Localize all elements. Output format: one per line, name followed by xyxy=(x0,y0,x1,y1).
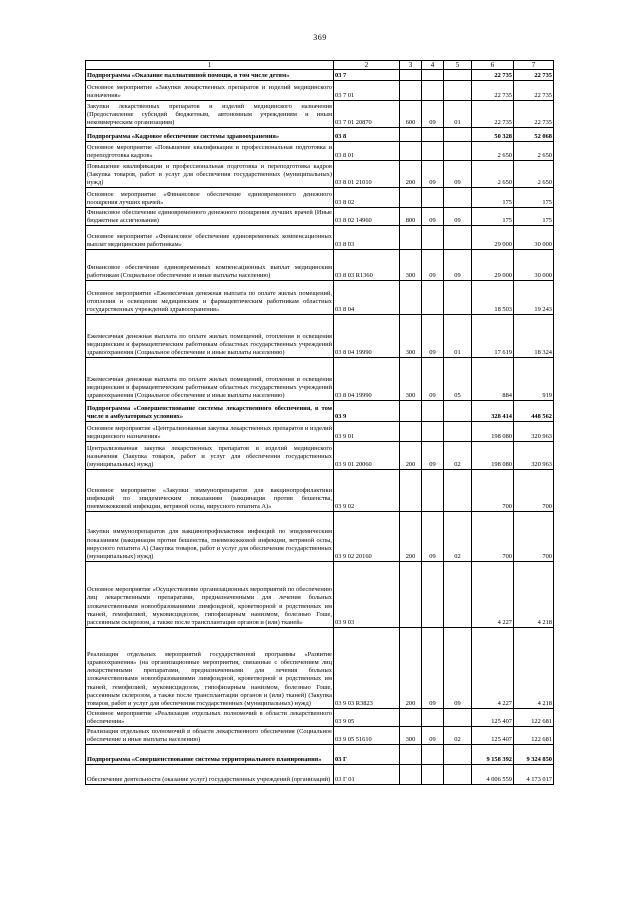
table-row xyxy=(86,628,554,709)
amount-year1-cell: 4 227 xyxy=(472,562,514,628)
subsection-cell: 09 xyxy=(444,628,472,709)
expense-type-cell: 800 xyxy=(400,208,422,226)
amount-year2-cell: 175 xyxy=(514,208,554,226)
subsection-cell: 02 xyxy=(444,512,472,562)
amount-year2-cell: 4 218 xyxy=(514,562,554,628)
amount-year1-cell: 9 158 392 xyxy=(472,745,514,765)
section-cell: 09 xyxy=(422,358,444,401)
item-name-cell: Основное мероприятие «Финансовое обеспечение единовременных компенсационных выплат медицинским работникам» xyxy=(86,226,334,250)
expense-type-cell xyxy=(400,470,422,512)
subsection-cell xyxy=(444,188,472,208)
subsection-cell xyxy=(444,401,472,422)
subsection-cell xyxy=(444,142,472,161)
expense-type-cell xyxy=(400,226,422,250)
column-header: 5 xyxy=(444,61,472,70)
amount-year2-cell: 18 324 xyxy=(514,315,554,358)
item-name-cell: Основное мероприятие «Закупки иммунопрепаратов для вакцинопрофилактики инфекций по эпидемическим показаниям (вакцинация против бешенства, пневмококковой инфекции, ветряной оспы, вирусного гепатита А)» xyxy=(86,470,334,512)
expense-type-cell xyxy=(400,188,422,208)
amount-year1-cell: 18 503 xyxy=(472,281,514,315)
budget-table xyxy=(85,60,554,785)
section-cell xyxy=(422,470,444,512)
section-cell xyxy=(422,281,444,315)
column-header: 6 xyxy=(472,61,514,70)
expense-type-cell: 200 xyxy=(400,161,422,188)
amount-year1-cell: 22 735 xyxy=(472,101,514,128)
amount-year1-cell: 2 650 xyxy=(472,142,514,161)
amount-year2-cell: 4 218 xyxy=(514,628,554,709)
table-row xyxy=(86,81,554,101)
subsection-cell xyxy=(444,745,472,765)
expense-type-cell: 300 xyxy=(400,315,422,358)
amount-year2-cell: 22 735 xyxy=(514,101,554,128)
section-cell xyxy=(422,70,444,81)
amount-year1-cell: 125 407 xyxy=(472,727,514,745)
target-code-cell: 03 9 01 20060 xyxy=(334,442,400,470)
target-code-cell: 03 8 04 xyxy=(334,281,400,315)
table-row xyxy=(86,512,554,562)
table-row xyxy=(86,226,554,250)
section-cell: 09 xyxy=(422,628,444,709)
page-number: 369 xyxy=(313,33,327,42)
amount-year2-cell: 30 000 xyxy=(514,250,554,281)
amount-year1-cell: 29 000 xyxy=(472,226,514,250)
table-row xyxy=(86,281,554,315)
item-name-cell: Финансовое обеспечение единовременного денежного поощрения лучших врачей (Иные бюджетные ассигнования) xyxy=(87,208,332,224)
table-row xyxy=(86,101,554,128)
target-code-cell: 03 8 xyxy=(334,128,400,142)
amount-year1-cell: 175 xyxy=(472,208,514,226)
section-cell: 09 xyxy=(422,208,444,226)
item-name-cell: Подпрограмма «Кадровое обеспечение системы здравоохранения» xyxy=(86,128,334,142)
amount-year1-cell: 17 619 xyxy=(472,315,514,358)
subsection-cell xyxy=(444,70,472,81)
amount-year1-cell: 29 000 xyxy=(472,250,514,281)
amount-year2-cell: 19 243 xyxy=(514,281,554,315)
expense-type-cell xyxy=(400,562,422,628)
section-cell xyxy=(422,422,444,442)
amount-year1-cell: 22 735 xyxy=(472,81,514,101)
expense-type-cell: 200 xyxy=(400,442,422,470)
target-code-cell: 03 9 02 20160 xyxy=(334,512,400,562)
target-code-cell: 03 8 03 xyxy=(334,226,400,250)
item-name-cell: Основное мероприятие «Повышение квалификации и профессиональная подготовка и переподготовка кадров» xyxy=(86,142,334,161)
item-name-cell: Подпрограмма «Совершенствование системы территориального планирования» xyxy=(86,745,334,765)
section-cell: 09 xyxy=(422,512,444,562)
section-cell: 09 xyxy=(422,250,444,281)
section-cell: 09 xyxy=(422,727,444,745)
subsection-cell xyxy=(444,128,472,142)
item-name-cell: Основное мероприятие «Реализация отдельных полномочий в области лекарственного обеспечения» xyxy=(87,709,332,725)
amount-year2-cell: 320 963 xyxy=(514,442,554,470)
target-code-cell: 03 8 01 21010 xyxy=(334,161,400,188)
expense-type-cell: 200 xyxy=(400,512,422,562)
table-body xyxy=(86,61,554,785)
item-name-cell: Обеспечение деятельности (оказание услуг) государственных учреждений (организаций) xyxy=(86,765,334,785)
amount-year2-cell: 700 xyxy=(514,512,554,562)
expense-type-cell xyxy=(400,81,422,101)
amount-year2-cell: 30 000 xyxy=(514,226,554,250)
amount-year2-cell: 919 xyxy=(514,358,554,401)
amount-year1-cell: 198 080 xyxy=(472,422,514,442)
column-header: 1 xyxy=(86,61,334,70)
section-cell xyxy=(422,81,444,101)
amount-year1-cell: 22 735 xyxy=(472,70,514,81)
amount-year1-cell: 328 414 xyxy=(472,401,514,422)
expense-type-cell xyxy=(400,765,422,785)
item-name-cell: Основное мероприятие «Ежемесячная денежная выплата по оплате жилых помещений, отопления и освещения медицинским и фармацевтическим работникам областных государственных учреждений здравоохранения» xyxy=(86,281,334,315)
table-row xyxy=(86,562,554,628)
item-name-cell: Реализация отдельных мероприятий государственной программы «Развитие здравоохранения» (на организационные мероприятия, связанные с обеспечением лиц лекарственными препаратами, предназначенными для лечения больных злокачественными новообразованиями лимфоидной, кроветворной и родственных им тканей, гемофилией, муковисцидозом, гипофизарным нанизмом, болезнью Гоше, рассеянным склерозом, а также после трансплантации органов и (или) тканей) (Закупка товаров, работ и услуг для обеспечения государственных (муниципальных) нужд) xyxy=(86,628,334,709)
subsection-cell xyxy=(444,281,472,315)
target-code-cell: 03 8 03 R1360 xyxy=(334,250,400,281)
amount-year1-cell: 700 xyxy=(472,470,514,512)
subsection-cell xyxy=(444,81,472,101)
target-code-cell: 03 8 02 14960 xyxy=(334,208,400,226)
expense-type-cell: 300 xyxy=(400,727,422,745)
table-row xyxy=(86,442,554,470)
expense-type-cell xyxy=(400,70,422,81)
table-row xyxy=(86,727,554,745)
subsection-cell xyxy=(444,562,472,628)
table-row xyxy=(86,422,554,442)
expense-type-cell xyxy=(400,128,422,142)
amount-year1-cell: 198 080 xyxy=(472,442,514,470)
section-cell xyxy=(422,765,444,785)
table-row xyxy=(86,250,554,281)
expense-type-cell xyxy=(400,401,422,422)
item-name-cell: Основное мероприятие «Централизованная закупка лекарственных препаратов и изделий медицинского назначения» xyxy=(86,422,334,442)
subprogram-row xyxy=(86,128,554,142)
target-code-cell: 03 9 xyxy=(334,401,400,422)
table-row xyxy=(86,765,554,785)
expense-type-cell xyxy=(400,745,422,765)
column-header: 7 xyxy=(514,61,554,70)
amount-year2-cell: 175 xyxy=(514,188,554,208)
amount-year2-cell: 122 681 xyxy=(514,709,554,727)
target-code-cell: 03 Г xyxy=(334,745,400,765)
table-row xyxy=(86,470,554,512)
amount-year2-cell: 52 068 xyxy=(514,128,554,142)
column-header: 2 xyxy=(334,61,400,70)
table-row xyxy=(86,188,554,208)
section-cell xyxy=(422,562,444,628)
target-code-cell: 03 7 01 xyxy=(334,81,400,101)
section-cell xyxy=(422,128,444,142)
expense-type-cell xyxy=(400,422,422,442)
target-code-cell: 03 8 02 xyxy=(334,188,400,208)
amount-year2-cell: 22 735 xyxy=(514,81,554,101)
section-cell xyxy=(422,188,444,208)
section-cell xyxy=(422,226,444,250)
expense-type-cell: 300 xyxy=(400,358,422,401)
item-name-cell: Ежемесячная денежная выплата по оплате жилых помещений, отопления и освещения медицинским и фармацевтическим работникам областных государственных учреждений здравоохранения (Социальное обеспечение и иные выплаты населению) xyxy=(86,315,334,358)
amount-year1-cell: 125 407 xyxy=(472,709,514,727)
subprogram-row xyxy=(86,70,554,81)
subprogram-row xyxy=(86,745,554,765)
subsection-cell xyxy=(444,422,472,442)
expense-type-cell: 300 xyxy=(400,250,422,281)
amount-year1-cell: 884 xyxy=(472,358,514,401)
subsection-cell xyxy=(444,470,472,512)
target-code-cell: 03 9 03 xyxy=(334,562,400,628)
expense-type-cell xyxy=(400,281,422,315)
table-row xyxy=(86,709,554,727)
amount-year1-cell: 700 xyxy=(472,512,514,562)
amount-year2-cell: 448 562 xyxy=(514,401,554,422)
column-header: 3 xyxy=(400,61,422,70)
item-name-cell: Реализация отдельных полномочий в области лекарственного обеспечения (Социальное обеспечение и иные выплаты населению) xyxy=(87,727,332,743)
amount-year2-cell: 9 324 850 xyxy=(514,745,554,765)
target-code-cell: 03 9 03 R3823 xyxy=(334,628,400,709)
item-name-cell: Основное мероприятие «Закупки лекарственных препаратов и изделий медицинского назначения» xyxy=(86,81,334,101)
section-cell xyxy=(422,709,444,727)
subsection-cell xyxy=(444,226,472,250)
item-name-cell: Основное мероприятие «Осуществление организационных мероприятий по обеспечению лиц лекарственными препаратами, предназначенными для лечения больных злокачественными новообразованиями лимфоидной, кроветворной и родственных им тканей, гемофилией, муковисцидозом, гипофизарным нанизмом, болезнью Гоше, рассеянным склерозом, а также после трансплантации органов и (или) тканей» xyxy=(86,562,334,628)
target-code-cell: 03 Г 01 xyxy=(334,765,400,785)
amount-year1-cell: 4 006 559 xyxy=(472,765,514,785)
expense-type-cell: 200 xyxy=(400,628,422,709)
subsection-cell: 09 xyxy=(444,208,472,226)
table-row xyxy=(86,142,554,161)
amount-year2-cell: 2 650 xyxy=(514,161,554,188)
target-code-cell: 03 8 04 19990 xyxy=(334,315,400,358)
subsection-cell: 09 xyxy=(444,250,472,281)
item-name-cell: Закупки лекарственных препаратов и изделий медицинского назначения (Предоставление субсидий бюджетным, автономным учреждениям и иным некоммерческим организациям) xyxy=(87,102,332,126)
table-row xyxy=(86,315,554,358)
target-code-cell: 03 9 02 xyxy=(334,470,400,512)
expense-type-cell xyxy=(400,709,422,727)
amount-year2-cell: 22 735 xyxy=(514,70,554,81)
subsection-cell: 01 xyxy=(444,315,472,358)
subsection-cell: 05 xyxy=(444,358,472,401)
section-cell: 09 xyxy=(422,161,444,188)
section-cell: 09 xyxy=(422,315,444,358)
item-name-cell: Централизованная закупка лекарственных препаратов и изделий медицинского назначения (Закупка товаров, работ и услуг для обеспечения государственных (муниципальных) нужд) xyxy=(86,442,334,470)
target-code-cell: 03 7 01 20870 xyxy=(334,101,400,128)
amount-year1-cell: 50 328 xyxy=(472,128,514,142)
item-name-cell: Повышение квалификации и профессиональная подготовка и переподготовка кадров (Закупка товаров, работ и услуг для обеспечения государственных (муниципальных) нужд) xyxy=(87,162,332,186)
subsection-cell: 02 xyxy=(444,442,472,470)
table-row xyxy=(86,161,554,188)
amount-year1-cell: 2 650 xyxy=(472,161,514,188)
expense-type-cell: 600 xyxy=(400,101,422,128)
subsection-cell: 09 xyxy=(444,161,472,188)
amount-year1-cell: 4 227 xyxy=(472,628,514,709)
target-code-cell: 03 7 xyxy=(334,70,400,81)
subsection-cell: 01 xyxy=(444,101,472,128)
item-name-cell: Финансовое обеспечение единовременных компенсационных выплат медицинским работникам (Социальное обеспечение и иные выплаты населению) xyxy=(86,250,334,281)
amount-year2-cell: 4 173 017 xyxy=(514,765,554,785)
amount-year2-cell: 2 650 xyxy=(514,142,554,161)
amount-year2-cell: 320 963 xyxy=(514,422,554,442)
section-cell: 09 xyxy=(422,101,444,128)
item-name-cell: Ежемесячная денежная выплата по оплате жилых помещений, отопления и освещения медицинским и фармацевтическим работникам областных государственных учреждений здравоохранения (Социальное обеспечение и иные выплаты населению) xyxy=(86,358,334,401)
column-number-row xyxy=(86,61,554,70)
item-name-cell: Закупки иммунопрепаратов для вакцинопрофилактики инфекций по эпидемическим показаниям (вакцинация против бешенства, пневмококковой инфекции, ветряной оспы, вирусного гепатита А) (Закупка товаров, работ и услуг для обеспечения государственных (муниципальных) нужд) xyxy=(86,512,334,562)
target-code-cell: 03 9 01 xyxy=(334,422,400,442)
subsection-cell xyxy=(444,765,472,785)
target-code-cell: 03 8 01 xyxy=(334,142,400,161)
section-cell xyxy=(422,142,444,161)
table-row xyxy=(86,358,554,401)
amount-year1-cell: 175 xyxy=(472,188,514,208)
target-code-cell: 03 9 05 51610 xyxy=(334,727,400,745)
table-row xyxy=(86,208,554,226)
item-name-cell: Основное мероприятие «Финансовое обеспечение единовременного денежного поощрения лучших врачей» xyxy=(86,188,334,208)
target-code-cell: 03 9 05 xyxy=(334,709,400,727)
amount-year2-cell: 122 681 xyxy=(514,727,554,745)
item-name-cell: Подпрограмма «Совершенствование системы лекарственного обеспечения, в том числе в амбулаторных условиях» xyxy=(86,401,334,422)
subsection-cell: 02 xyxy=(444,727,472,745)
expense-type-cell xyxy=(400,142,422,161)
column-header: 4 xyxy=(422,61,444,70)
section-cell xyxy=(422,745,444,765)
section-cell xyxy=(422,401,444,422)
item-name-cell: Подпрограмма «Оказание паллиативной помощи, в том числе детям» xyxy=(86,70,334,81)
amount-year2-cell: 700 xyxy=(514,470,554,512)
target-code-cell: 03 8 04 19990 xyxy=(334,358,400,401)
subprogram-row xyxy=(86,401,554,422)
section-cell: 09 xyxy=(422,442,444,470)
subsection-cell xyxy=(444,709,472,727)
